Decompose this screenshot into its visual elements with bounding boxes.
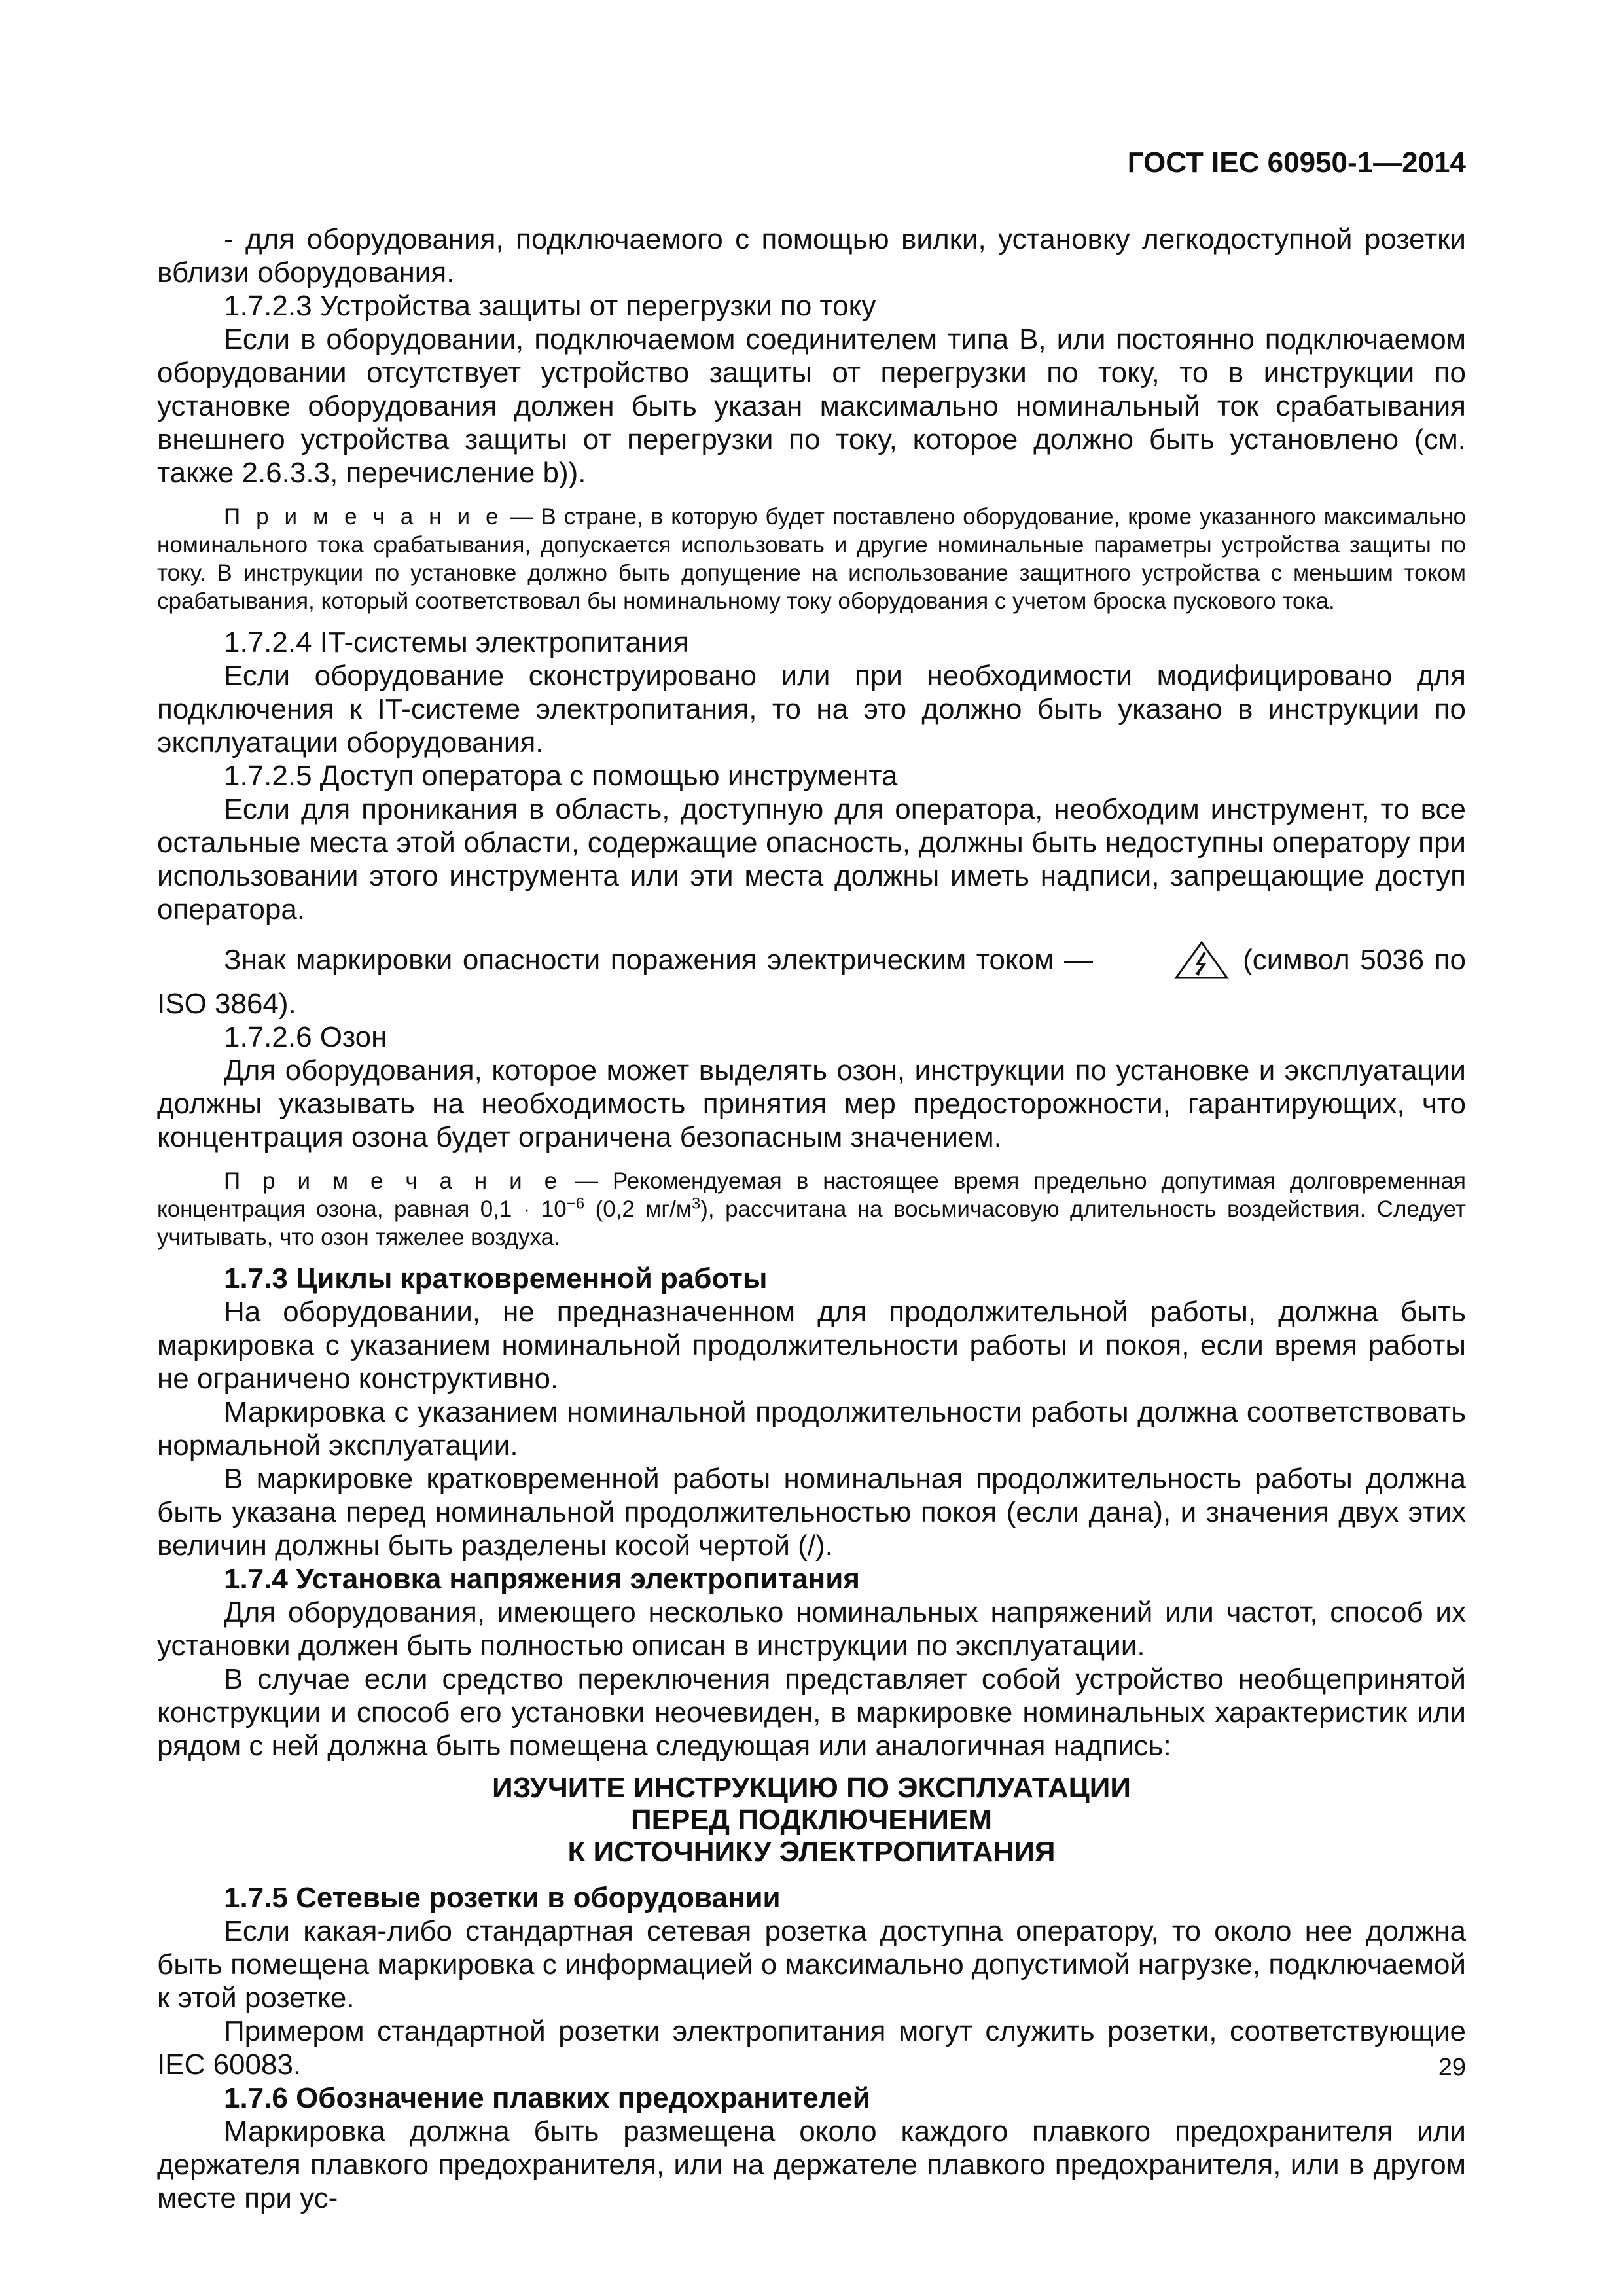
paragraph: В случае если средство переключения представляет собой устройство необщепринятой конструкции и способ его установки неочевиден, в маркировке номинальных характеристик или рядом с ней должна быть помещена следующая или аналогичная надпись: [157,1663,1466,1762]
superscript: −6 [566,1194,585,1213]
warning-line: К ИСТОЧНИКУ ЭЛЕКТРОПИТАНИЯ [567,1836,1056,1868]
page-body [157,223,1466,2215]
note-text: ), рассчитана на восьмичасовую длительность воздействия. Следует учитывать, что озон тяжелее воздуха. [157,1196,1466,1250]
paragraph: Если в оборудовании, подключаемом соединителем типа B, или постоянно подключаемом оборудовании отсутствует устройство защиты от перегрузки по току, то в инструкции по установке оборудования должен быть указан максимально номинальный ток срабатывания внешнего устройства защиты от перегрузки по току, которое должно быть установлено (см. также 2.6.3.3, перечисление b)). [157,323,1466,489]
note-label: П р и м е ч а н и е [224,1168,562,1194]
note-label: П р и м е ч а н и е [224,504,503,529]
subsection-heading: 1.7.2.4 IT-системы электропитания [224,626,689,658]
paragraph: - для оборудования, подключаемого с помощью вилки, установку легкодоступной розетки вблизи оборудования. [157,223,1466,289]
paragraph: На оборудовании, не предназначенном для продолжительной работы, должна быть маркировка с указанием номинальной продолжительности работы и покоя, если время работы не ограничено конструктивно. [157,1296,1466,1395]
paragraph: Для оборудования, имеющего несколько номинальных напряжений или частот, способ их установки должен быть полностью описан в инструкции по эксплуатации. [157,1596,1466,1662]
section-heading: 1.7.3 Циклы кратковременной работы [224,1263,768,1295]
section-heading: 1.7.5 Сетевые розетки в оборудовании [224,1882,781,1914]
shock-symbol-paragraph [157,941,1466,1020]
page-number: 29 [1438,2054,1466,2081]
standard-header: ГОСТ IEC 60950-1—2014 [1127,147,1466,179]
paragraph: Если какая-либо стандартная сетевая розетка доступна оператору, то около нее должна быть помещена маркировка с информацией о максимально допустимой нагрузке, подключаемой к этой розетке. [157,1915,1466,2014]
warning-line: ИЗУЧИТЕ ИНСТРУКЦИЮ ПО ЭКСПЛУАТАЦИИ [491,1772,1132,1804]
paragraph: Если для проникания в область, доступную для оператора, необходим инструмент, то все остальные места этой области, содержащие опасность, должны быть недоступны оператору при использовании этого инструмента или эти места должны иметь надписи, запрещающие доступ оператора. [157,793,1466,925]
shock-text-after: (символ 5036 по ISO 3864). [157,944,1466,1020]
section-heading: 1.7.4 Установка напряжения электропитания [224,1563,860,1595]
note-text: (0,2 мг/м [584,1196,692,1222]
paragraph: Примером стандартной розетки электропитания могут служить розетки, соответствующие IEC 60083. [157,2015,1466,2081]
electric-shock-warning-icon [1107,941,1229,987]
warning-line: ПЕРЕД ПОДКЛЮЧЕНИЕМ [630,1804,993,1836]
superscript: 3 [691,1194,701,1213]
paragraph: Если оборудование сконструировано или при необходимости модифицировано для подключения к IT-системе электропитания, то на это должно быть указано в инструкции по эксплуатации оборудования. [157,660,1466,759]
warning-label-block [157,1772,1466,1868]
note-text: — Рекомендуемая в настоящее время предельно допутимая долговременная концентрация озона, равная 0,1 · 10 [157,1168,1466,1222]
paragraph: Маркировка с указанием номинальной продолжительности работы должна соответствовать нормальной эксплуатации. [157,1396,1466,1462]
subsection-heading: 1.7.2.5 Доступ оператора с помощью инструмента [224,760,898,792]
subsection-heading: 1.7.2.3 Устройства защиты от перегрузки по току [224,290,876,322]
shock-text-before: Знак маркировки опасности поражения электрическим током — [224,944,1103,976]
paragraph: Маркировка должна быть размещена около каждого плавкого предохранителя или держателя плавкого предохранителя, или на держателе плавкого предохранителя, или в другом месте при ус- [157,2115,1466,2214]
subsection-heading: 1.7.2.6 Озон [224,1021,387,1053]
note [157,1167,1466,1251]
section-heading: 1.7.6 Обозначение плавких предохранителей [224,2082,870,2114]
note-text: — В стране, в которую будет поставлено оборудование, кроме указанного максимально номинального тока срабатывания, допускается использовать и другие номинальные параметры устройства защиты по току. В инструкции по установке должно быть допущение на использование защитного устройства с меньшим током срабатывания, который соответствовал бы номинальному току оборудования с учетом броска пускового тока. [157,504,1466,614]
note [157,503,1466,615]
paragraph: Для оборудования, которое может выделять озон, инструкции по установке и эксплуатации должны указывать на необходимость принятия мер предосторожности, гарантирующих, что концентрация озона будет ограничена безопасным значением. [157,1054,1466,1153]
paragraph: В маркировке кратковременной работы номинальная продолжительность работы должна быть указана перед номинальной продолжительностью покоя (если дана), и значения двух этих величин должны быть разделены косой чертой (/). [157,1463,1466,1562]
